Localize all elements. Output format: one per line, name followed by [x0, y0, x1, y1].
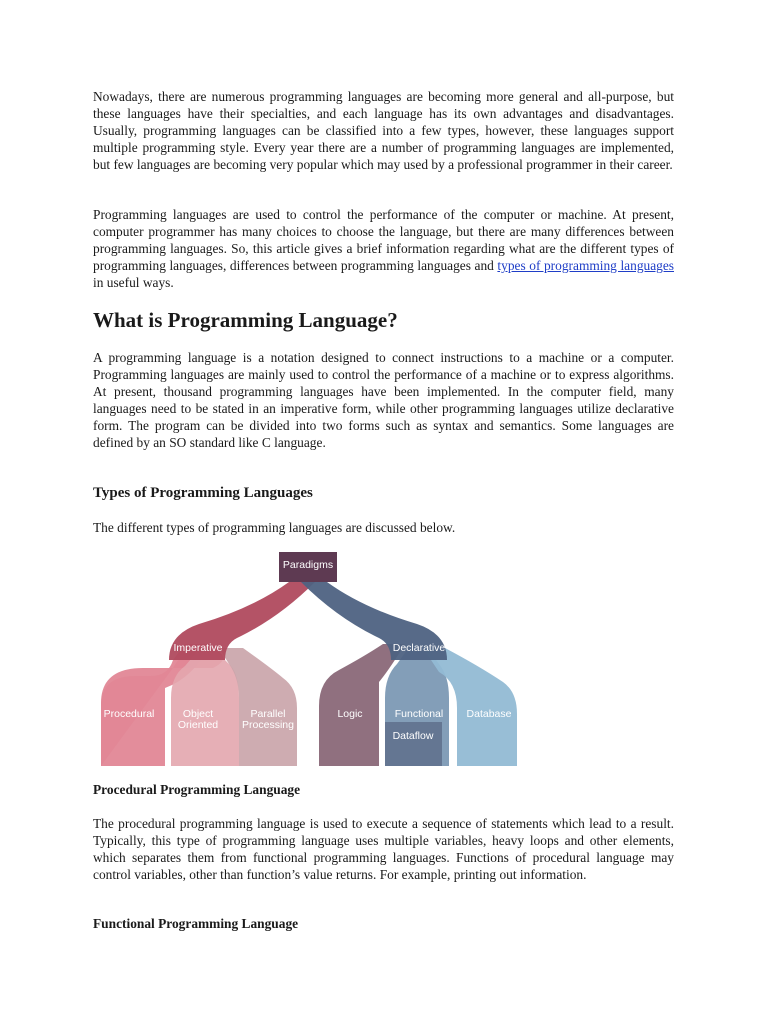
heading-types-of-programming-languages: Types of Programming Languages	[93, 485, 313, 501]
heading-procedural: Procedural Programming Language	[93, 782, 301, 797]
imperative-label: Imperative	[173, 642, 223, 654]
parallel-label-2: Processing	[242, 719, 294, 731]
paradigms-diagram	[93, 548, 523, 766]
intro-paragraph-1: Nowadays, there are numerous programming languages are becoming more general and all-purpose, but these languages have their specialties, and each language has its own advantages and disadvantages. Usually, programming languages can be classified into a few types, however, these languages support multiple programming style. Every year there are a number of programming languages are implemented, but few languages are becoming very popular which may used by a professional programmer in their career.	[93, 89, 674, 172]
declarative-label: Declarative	[392, 642, 446, 654]
object-oriented-label-2: Oriented	[177, 719, 219, 731]
what-is-paragraph: A programming language is a notation designed to connect instructions to a machine or a computer. Programming languages are mainly used to control the performance of a machine or to express algorithms. At present, thousand programming languages have been implemented. In the computer field, many languages need to be stated in an imperative form, while other programming languages utilize declarative form. The program can be divided into two forms such as syntax and semantics. Some languages are defined by an SO standard like C language.	[93, 350, 674, 450]
procedural-label: Procedural	[103, 708, 155, 720]
heading-functional: Functional Programming Language	[93, 916, 299, 931]
logic-label: Logic	[337, 708, 363, 720]
parallel-label-1: Parallel	[250, 708, 286, 720]
types-of-programming-languages-link[interactable]: types of programming languages	[497, 258, 674, 273]
functional-label: Functional	[394, 708, 444, 720]
database-label: Database	[466, 708, 512, 720]
intro-paragraph-2-text: Programming languages are used to control the performance of the computer or machine. At present, computer programmer has many choices to choose the language, but there are many differences between programming languages. So, this article gives a brief information regarding what are the different types of programming languages, differences between programming languages and	[93, 207, 674, 273]
procedural-paragraph: The procedural programming language is used to execute a sequence of statements which lead to a result. Typically, this type of programming language uses multiple variables, heavy loops and other elements, which separates them from functional programming languages. Functions of procedural language may control variables, other than function’s value returns. For example, printing out information.	[93, 816, 674, 882]
paradigms-label: Paradigms	[282, 559, 334, 571]
intro-paragraph-2	[93, 206, 674, 291]
types-intro-paragraph: The different types of programming languages are discussed below.	[93, 520, 456, 535]
intro-paragraph-2-tail: in useful ways.	[93, 275, 174, 290]
dataflow-node	[385, 722, 442, 766]
dataflow-label: Dataflow	[392, 730, 434, 742]
object-oriented-label-1: Object	[182, 708, 214, 720]
heading-what-is-programming-language: What is Programming Language?	[93, 308, 398, 332]
